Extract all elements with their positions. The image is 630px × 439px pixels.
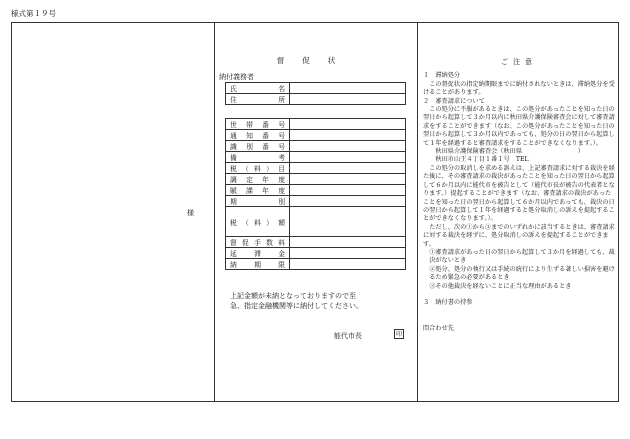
table-row: [226, 259, 406, 270]
exception-item-1: ①審査請求があった日の翌日から起算して３か月を経過しても、裁決がないとき: [429, 248, 615, 265]
notice-title: 督促状: [276, 56, 354, 65]
table-row: [226, 130, 406, 141]
obligor-label: 納付義務者: [219, 73, 254, 81]
notes-section: [423, 58, 615, 334]
tax-amount-value: [290, 207, 406, 237]
remarks-value: [290, 152, 406, 163]
form-number: 様式第１９号: [11, 9, 56, 18]
reminder-fee-value: [290, 237, 406, 248]
notes-title: ご注意: [501, 58, 537, 66]
table-row: [226, 207, 406, 237]
address-value: [290, 94, 406, 105]
section-2-exception-text: ただし、次の①から③までのいずれかに該当するときは、審査請求に対する裁決を経ずに、処分取消しの訴えを提起することができます。: [423, 223, 615, 248]
late-fee-value: [290, 248, 406, 259]
payment-message-line-2: 急、指定金融機関等に納付してください。: [230, 302, 363, 310]
table-row: [226, 163, 406, 174]
section-2-text: この処分に不服があるときは、この処分があったことを知った日の翌日から起算して３か月以内に秋田県介護保険審査会に対して審査請求をすることができます（なお、この処分があったことを知った日の翌日から起算して３か月以内であっても、処分の日の翌日から起算して１年を経過すると審査請求をすることができなくなります。）。: [423, 106, 615, 147]
payment-deadline-label: 納期限: [226, 259, 290, 270]
id-number-label: 識別番号: [226, 141, 290, 152]
levy-year-value: [290, 185, 406, 196]
id-number-value: [290, 141, 406, 152]
seal-mark: 印: [395, 331, 402, 338]
notice-number-label: 通知番号: [226, 130, 290, 141]
payment-message-line-1: 上記金額が未納となっておりますので至: [230, 292, 356, 300]
review-board-office: 秋田県介護保険審査会（秋田県 ）: [435, 148, 584, 156]
table-row: [226, 174, 406, 185]
levy-year-label: 賦課年度: [226, 185, 290, 196]
column-divider-right: [417, 23, 418, 401]
table-row: [226, 185, 406, 196]
household-number-label: 世帯番号: [226, 119, 290, 130]
table-row: [226, 248, 406, 259]
table-row: [226, 119, 406, 130]
section-1-text: この督促状の指定納期限までに納付されないときは、滞納処分を受けることがあります。: [423, 80, 615, 97]
obligor-table: [225, 82, 406, 105]
exception-item-2: ②処分、処分の執行又は手続の続行により生ずる著しい損害を避けるため緊急の必要があるとき: [429, 265, 615, 282]
table-row: [226, 152, 406, 163]
exception-item-3: ③その他裁決を経ないことに正当な理由があるとき: [429, 282, 572, 290]
assessment-year-value: [290, 174, 406, 185]
payment-message: [230, 291, 410, 311]
remarks-label: 備考: [226, 152, 290, 163]
period-label: 期別: [226, 196, 290, 207]
table-row: [226, 237, 406, 248]
section-3-heading: ３ 納付書の持参: [423, 298, 473, 306]
section-1-heading: １ 滞納処分: [423, 72, 461, 80]
payment-deadline-value: [290, 259, 406, 270]
column-divider-left: [214, 23, 215, 401]
tax-amount-label: 税（料）額: [226, 207, 290, 237]
reminder-fee-label: 督促手数料: [226, 237, 290, 248]
period-value: [290, 196, 406, 207]
table-row: [226, 83, 406, 94]
tax-item-value: [290, 163, 406, 174]
late-fee-label: 延滞金: [226, 248, 290, 259]
name-value: [290, 83, 406, 94]
tax-detail-table: [225, 118, 406, 270]
notice-number-value: [290, 130, 406, 141]
table-row: [226, 141, 406, 152]
address-label: 住 所: [226, 94, 290, 105]
addressee-suffix: 様: [187, 209, 194, 217]
section-2-lawsuit-text: この処分の取消しを求める訴えは、上記審査請求に対する裁決を経た後に、その審査請求の裁決があったことを知った日の翌日から起算して６か月以内に能代市を被告として（能代市長が被告の代表者となります。）提起することができます（なお、審査請求の裁決があったことを知った日の翌日から起算して６か月以内であっても、裁決の日の翌日から起算して１年を経過すると処分取消しの訴えを提起することができなくなります。）。: [423, 164, 615, 223]
table-row: [226, 196, 406, 207]
assessment-year-label: 調定年度: [226, 174, 290, 185]
tax-item-label: 税（料）目: [226, 163, 290, 174]
inquiry-label: 問合わせ先: [423, 325, 454, 333]
table-row: [226, 94, 406, 105]
review-board-address: 秋田市山王４丁目１番１号 TEL: [435, 156, 529, 164]
household-number-value: [290, 119, 406, 130]
mayor-signature: 能代市長: [334, 332, 362, 340]
name-label: 氏 名: [226, 83, 290, 94]
section-2-heading: ２ 審査請求について: [423, 97, 485, 105]
